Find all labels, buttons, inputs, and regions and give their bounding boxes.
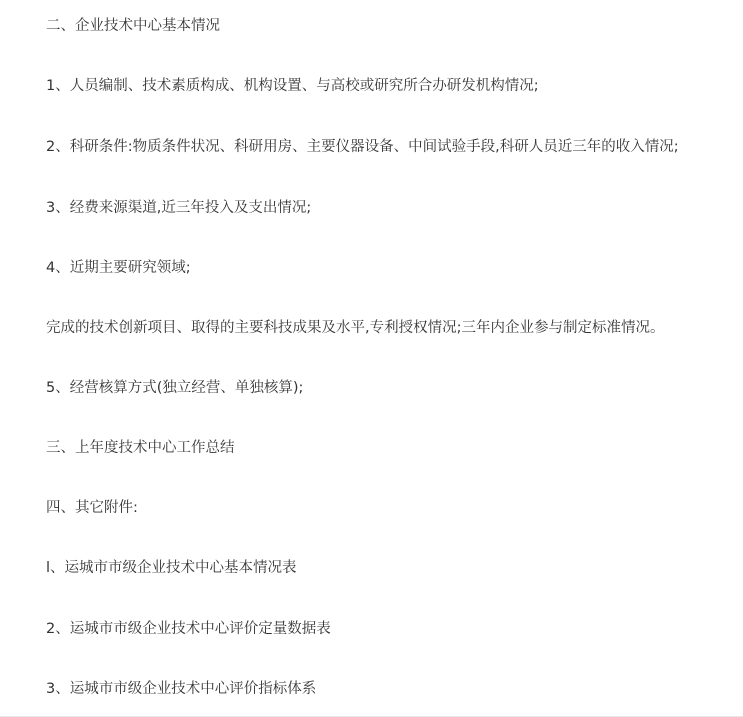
paragraph-item-3: 3、经费来源渠道,近三年投入及支出情况; — [46, 200, 312, 216]
section-heading-basic-info: 二、企业技术中心基本情况 — [46, 18, 220, 34]
attachment-item-3: 3、运城市市级企业技术中心评价指标体系 — [46, 681, 317, 697]
section-heading-annual-summary: 三、上年度技术中心工作总结 — [46, 440, 235, 456]
attachment-item-2: 2、运城市市级企业技术中心评价定量数据表 — [46, 621, 331, 637]
paragraph-item-2: 2、科研条件:物质条件状况、科研用房、主要仪器设备、中间试验手段,科研人员近三年的收入情况; — [46, 139, 679, 155]
paragraph-achievements: 完成的技术创新项目、取得的主要科技成果及水平,专利授权情况;三年内企业参与制定标准情况。 — [46, 320, 665, 336]
paragraph-item-1: 1、人员编制、技术素质构成、机构设置、与高校或研究所合办研发机构情况; — [46, 78, 539, 94]
paragraph-item-5: 5、经营核算方式(独立经营、单独核算); — [46, 380, 304, 396]
attachment-item-1: l、运城市市级企业技术中心基本情况表 — [46, 560, 297, 576]
paragraph-item-4: 4、近期主要研究领域; — [46, 260, 191, 276]
section-heading-attachments: 四、其它附件: — [46, 500, 138, 516]
